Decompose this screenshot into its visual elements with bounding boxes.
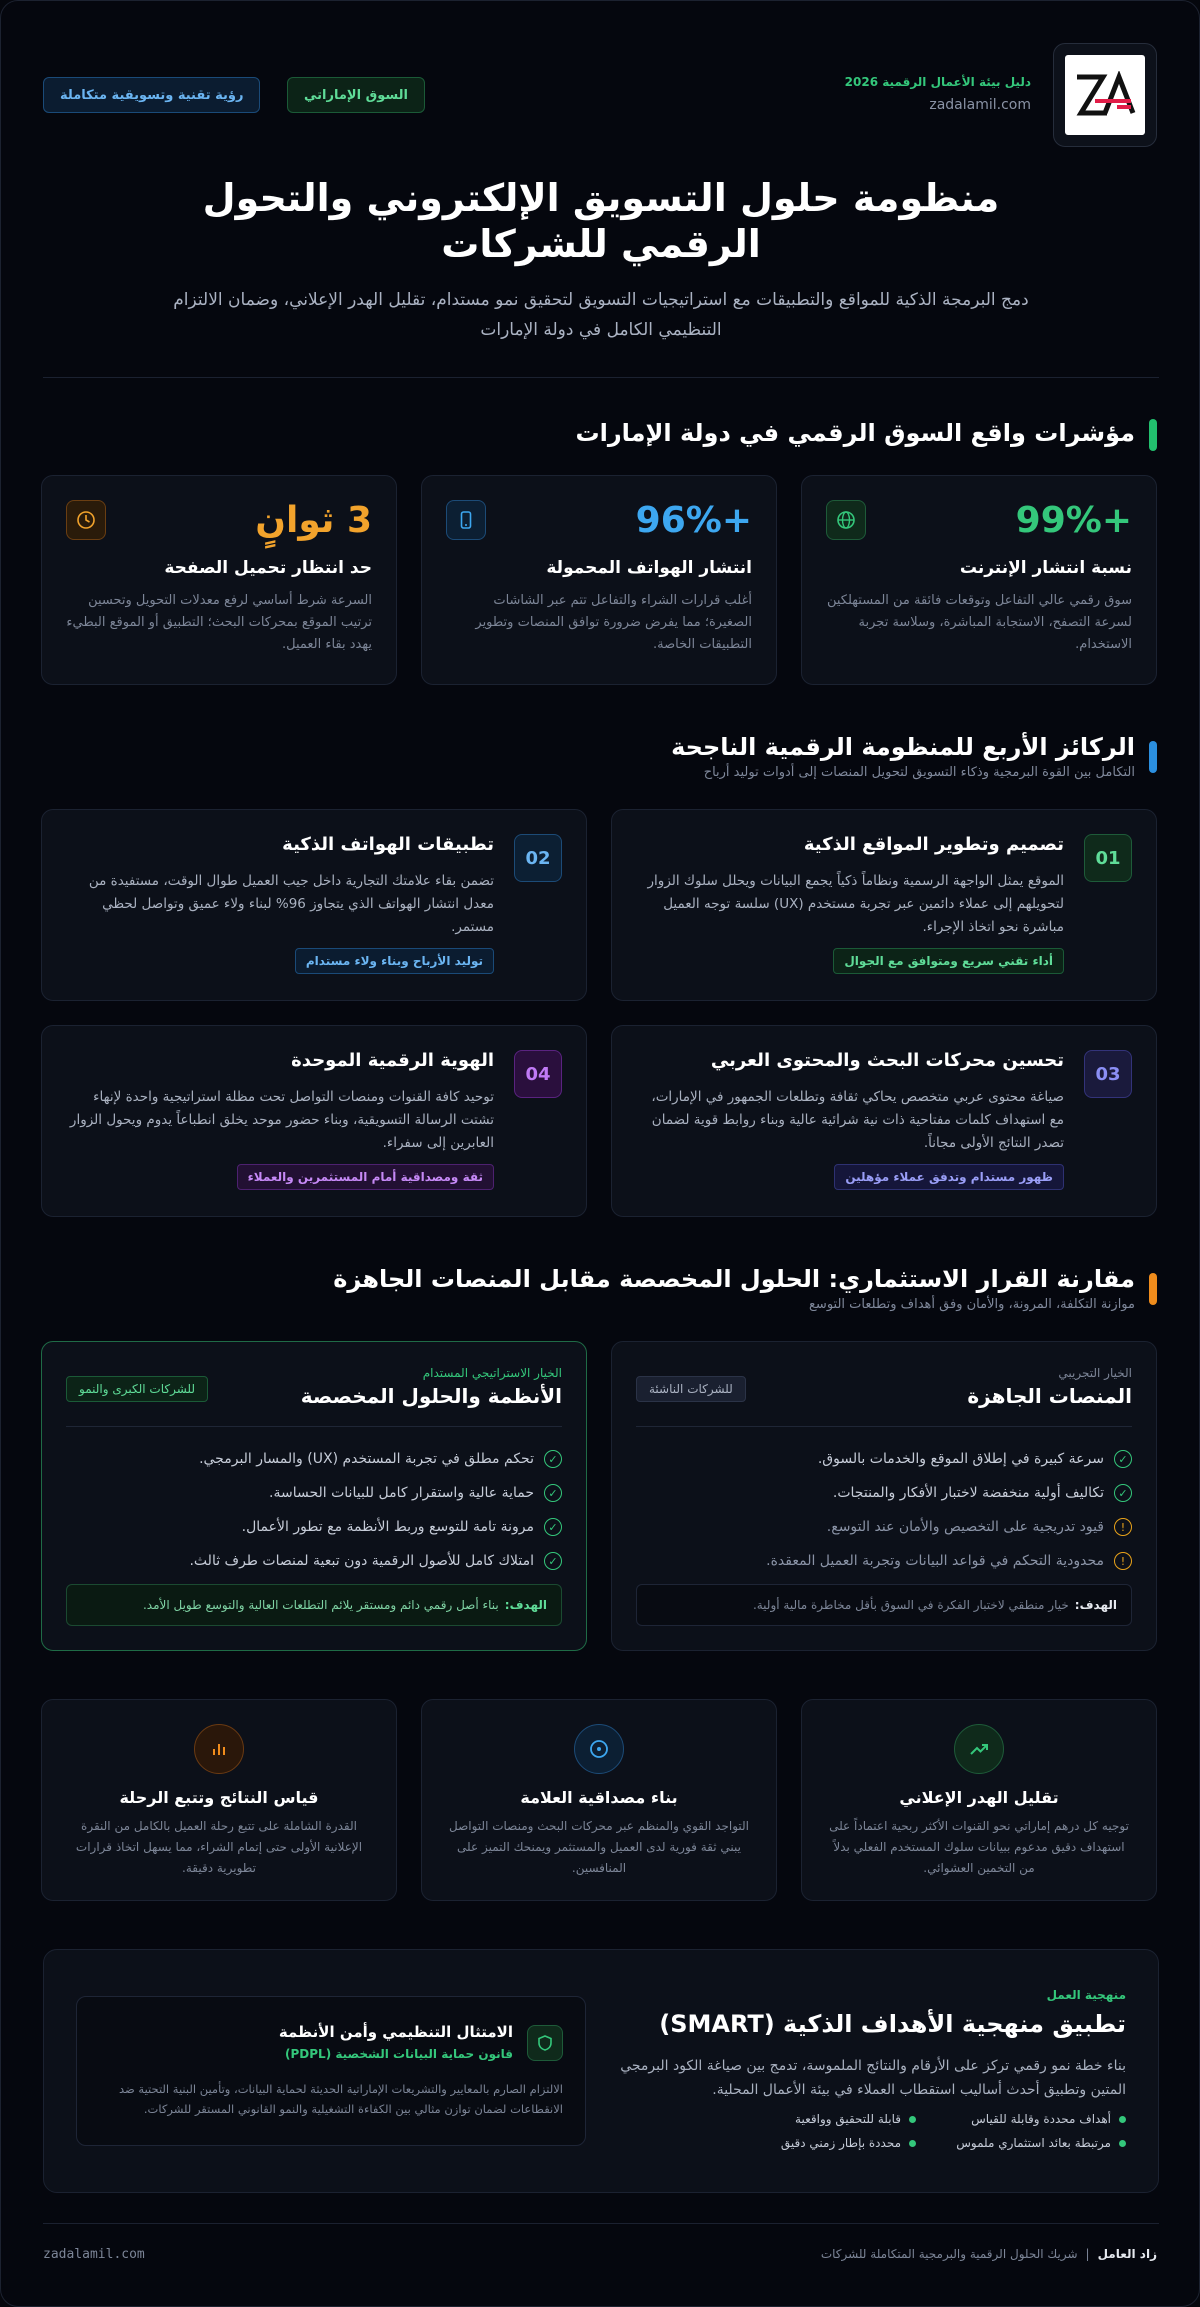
feature-list xyxy=(66,1442,562,1578)
benefit-title: تقليل الهدر الإعلاني xyxy=(899,1788,1059,1807)
smart-point: أهداف محددة وقابلة للقياس xyxy=(916,2112,1126,2126)
card-kicker: الخيار الاستراتيجي المستدام xyxy=(422,1366,562,1380)
smart-kicker: منهجية العمل xyxy=(1046,1988,1126,2002)
card-title: الأنظمة والحلول المخصصة xyxy=(300,1384,562,1408)
pillar-desc: الموقع يمثل الواجهة الرسمية ونظاماً ذكياً يجمع البيانات ويحلل سلوك الزوار لتحويلهم إلى عملاء دائمين عبر تجربة مستخدم (UX) سلسة توجه العميل مباشرة نحو اتخاذ الإجراء. xyxy=(647,873,1064,935)
list-item: ✓ امتلاك كامل للأصول الرقمية دون تبعية لمنصات طرف ثالث. xyxy=(66,1544,562,1578)
pillars-title: الركائز الأربع للمنظومة الرقمية الناجحة xyxy=(671,733,1135,761)
benefit-card xyxy=(421,1699,777,1901)
stat-value: +99% xyxy=(1015,500,1132,541)
check-icon: ✓ xyxy=(544,1518,562,1536)
list-item: ✓ تكاليف أولية منخفضة لاختبار الأفكار والمنتجات. xyxy=(636,1476,1132,1510)
audience-badge: للشركات الناشئة xyxy=(636,1376,746,1402)
benefit-title: بناء مصداقية العلامة xyxy=(520,1788,678,1807)
goal-box: الهدف: بناء أصل رقمي دائم ومستقر يلائم التطلعات العالية والتوسع طويل الأمد. xyxy=(66,1584,562,1626)
smart-point: مرتبطة بعائد استثماري ملموس xyxy=(916,2136,1126,2150)
list-item: ! محدودية التحكم في قواعد البيانات وتجربة العميل المعقدة. xyxy=(636,1544,1132,1578)
stat-title: حد انتظار تحميل الصفحة xyxy=(164,558,372,578)
pillar-tag: توليد الأرباح وبناء ولاء مستدام xyxy=(295,948,494,974)
pillar-number: 03 xyxy=(1084,1050,1132,1098)
list-item: ✓ سرعة كبيرة في إطلاق الموقع والخدمات بالسوق. xyxy=(636,1442,1132,1476)
list-item: ✓ حماية عالية واستقرار كامل للبيانات الحساسة. xyxy=(66,1476,562,1510)
stat-card xyxy=(41,475,397,685)
warning-icon: ! xyxy=(1114,1552,1132,1570)
bullet-dot-icon xyxy=(1119,2116,1126,2123)
footer-brand xyxy=(821,2247,1157,2261)
pillar-card xyxy=(41,809,587,1001)
trend-up-icon xyxy=(954,1724,1004,1774)
compliance-title: الامتثال التنظيمي وأمن الأنظمة xyxy=(278,2023,513,2041)
check-icon: ✓ xyxy=(544,1484,562,1502)
phone-icon xyxy=(446,500,486,540)
pillar-tag: ظهور مستدام وتدفق عملاء مؤهلين xyxy=(834,1164,1064,1190)
footer-url[interactable]: zadalamil.com xyxy=(43,2247,145,2262)
stat-title: نسبة انتشار الإنترنت xyxy=(959,558,1132,578)
ready-platforms-card xyxy=(611,1341,1157,1651)
feature-list xyxy=(636,1442,1132,1578)
pillar-title: الهوية الرقمية الموحدة xyxy=(291,1050,494,1071)
list-item: ! قيود تدريجية على التخصيص والأمان عند التوسع. xyxy=(636,1510,1132,1544)
page-title: منظومة حلول التسويق الإلكتروني والتحول الرقمي للشركات xyxy=(202,176,1000,266)
pillar-title: تطبيقات الهواتف الذكية xyxy=(282,834,494,855)
comparison-title: مقارنة القرار الاستثماري: الحلول المخصصة مقابل المنصات الجاهزة xyxy=(333,1265,1135,1293)
bar-chart-icon xyxy=(194,1724,244,1774)
section-accent-bar xyxy=(1149,741,1157,773)
audience-badge: للشركات الكبرى والنمو xyxy=(66,1376,208,1402)
compliance-card xyxy=(76,1996,586,2146)
bullet-dot-icon xyxy=(1119,2140,1126,2147)
divider xyxy=(43,377,1159,378)
divider xyxy=(66,1426,562,1427)
market-pill: السوق الإماراتي xyxy=(287,77,425,113)
page-subtitle: دمج البرمجة الذكية للمواقع والتطبيقات مع استراتيجيات التسويق لتحقيق نمو مستدام، تقليل الهدر الإعلاني، وضمان الالتزام التنظيمي الكامل في دولة الإمارات xyxy=(173,290,1029,340)
pillars-subtitle: التكامل بين القوة البرمجية وذكاء التسويق لتحويل المنصات إلى أدوات توليد أرباح xyxy=(703,765,1135,780)
globe-icon xyxy=(826,500,866,540)
footer-brand-name: زاد العامل xyxy=(1097,2247,1157,2261)
list-item: ✓ مرونة تامة للتوسع وربط الأنظمة مع تطور الأعمال. xyxy=(66,1510,562,1544)
brand-tag: دليل بيئة الأعمال الرقمية 2026 xyxy=(844,75,1031,89)
logo-mark xyxy=(1065,55,1145,135)
benefit-card xyxy=(41,1699,397,1901)
section-accent-bar xyxy=(1149,419,1157,451)
benefit-desc: القدرة الشاملة على تتبع رحلة العميل بالكامل من النقرة الإعلانية الأولى حتى إتمام الشراء، مما يسهل اتخاذ قرارات تطويرية دقيقة. xyxy=(75,1819,363,1875)
footer-separator: | xyxy=(1085,2247,1090,2261)
benefit-desc: التواجد القوي والمنظم عبر محركات البحث ومنصات التواصل يبني ثقة فورية لدى العميل والمستثمر ويمنحك التميز على المنافسين. xyxy=(448,1819,750,1875)
pillar-card xyxy=(41,1025,587,1217)
smart-title: تطبيق منهجية الأهداف الذكية (SMART) xyxy=(659,2010,1126,2038)
smart-point: محددة بإطار زمني دقيق xyxy=(706,2136,916,2150)
clock-icon xyxy=(66,500,106,540)
goal-box: الهدف: خيار منطقي لاختبار الفكرة في السوق بأقل مخاطرة مالية أولية. xyxy=(636,1584,1132,1626)
check-icon: ✓ xyxy=(1114,1484,1132,1502)
stat-value: +96% xyxy=(635,500,752,541)
logo[interactable] xyxy=(1053,43,1157,147)
pillar-tag: أداء تقني سريع ومتوافق مع الجوال xyxy=(833,948,1064,974)
stat-value: 3 ثوانٍ xyxy=(255,500,372,541)
check-icon: ✓ xyxy=(1114,1450,1132,1468)
target-icon xyxy=(574,1724,624,1774)
pillar-card xyxy=(611,809,1157,1001)
benefit-card xyxy=(801,1699,1157,1901)
list-item: ✓ تحكم مطلق في تجربة المستخدم (UX) والمسار البرمجي. xyxy=(66,1442,562,1476)
pillar-number: 04 xyxy=(514,1050,562,1098)
pillar-desc: صياغة محتوى عربي متخصص يحاكي ثقافة وتطلعات الجمهور في الإمارات، مع استهداف كلمات مفتاحية ذات نية شرائية عالية وبناء روابط قوية لضمان تصدر النتائج الأولى مجاناً. xyxy=(651,1089,1064,1151)
divider xyxy=(636,1426,1132,1427)
stat-desc: السرعة شرط أساسي لرفع معدلات التحويل وتحسين ترتيب الموقع بمحركات البحث؛ التطبيق أو الموقع البطيء يهدد بقاء العميل. xyxy=(66,593,372,652)
benefit-title: قياس النتائج وتتبع الرحلة xyxy=(119,1788,319,1807)
indicators-title: مؤشرات واقع السوق الرقمي في دولة الإمارات xyxy=(575,419,1135,447)
divider xyxy=(43,2223,1159,2224)
stat-desc: سوق رقمي عالي التفاعل وتوقعات فائقة من المستهلكين لسرعة التصفح، الاستجابة المباشرة، وسلاسة تجربة الاستخدام. xyxy=(826,593,1132,652)
brand-url[interactable]: zadalamil.com xyxy=(929,97,1031,113)
pillar-desc: توحيد كافة القنوات ومنصات التواصل تحت مظلة استراتيجية واحدة لإنهاء تشتت الرسالة التسويقية، وبناء حضور موحد يخلق انطباعاً يدوم ويحول الزوار العابرين إلى سفراء. xyxy=(69,1089,494,1151)
check-icon: ✓ xyxy=(544,1552,562,1570)
pillar-title: تحسين محركات البحث والمحتوى العربي xyxy=(710,1050,1064,1071)
stat-card xyxy=(421,475,777,685)
pillar-title: تصميم وتطوير المواقع الذكية xyxy=(803,834,1064,855)
pillar-desc: تضمن بقاء علامتك التجارية داخل جيب العميل طوال الوقت، مستفيدة من معدل انتشار الهواتف الذي يتجاوز 96% لبناء ولاء عميق وتواصل لحظي مستمر. xyxy=(88,873,494,935)
check-icon: ✓ xyxy=(544,1450,562,1468)
pillar-tag: ثقة ومصداقية أمام المستثمرين والعملاء xyxy=(237,1164,494,1190)
bullet-dot-icon xyxy=(909,2116,916,2123)
smart-points xyxy=(706,2112,1126,2150)
benefit-desc: توجيه كل درهم إماراتي نحو القنوات الأكثر ربحية اعتماداً على استهداف دقيق مدعوم ببيانات سلوك المستخدم الفعلي بدلاً من التخمين العشوائي. xyxy=(829,1819,1129,1875)
bullet-dot-icon xyxy=(909,2140,916,2147)
stat-card xyxy=(801,475,1157,685)
footer-tagline: شريك الحلول الرقمية والبرمجية المتكاملة للشركات xyxy=(820,2247,1078,2261)
shield-icon xyxy=(527,2025,563,2061)
smart-point: قابلة للتحقيق وواقعية xyxy=(706,2112,916,2126)
stat-title: انتشار الهواتف المحمولة xyxy=(546,558,752,578)
card-title: المنصات الجاهزة xyxy=(967,1384,1132,1408)
za-logo-icon xyxy=(1073,71,1137,119)
card-kicker: الخيار التجريبي xyxy=(1058,1366,1132,1380)
pillar-number: 02 xyxy=(514,834,562,882)
custom-systems-card xyxy=(41,1341,587,1651)
section-accent-bar xyxy=(1149,1273,1157,1305)
warning-icon: ! xyxy=(1114,1518,1132,1536)
comparison-subtitle: موازنة التكلفة، المرونة، والأمان وفق أهداف وتطلعات التوسع xyxy=(809,1297,1135,1312)
smart-desc: بناء خطة نمو رقمي تركز على الأرقام والنتائج الملموسة، تدمج بين صياغة الكود البرمجي المتين وتطبيق أحدث أساليب استقطاب العملاء في بيئة الأعمال المحلية. xyxy=(620,2058,1126,2098)
vision-pill: رؤية تقنية وتسويقية متكاملة xyxy=(43,77,260,113)
compliance-desc: الالتزام الصارم بالمعايير والتشريعات الإماراتية الحديثة لحماية البيانات، وتأمين البنية التحتية ضد الانقطاعات لضمان توازن مثالي بين الكفاءة التشغيلية والنمو القانوني المستقر للشركات. xyxy=(118,2082,563,2116)
stat-desc: أغلب قرارات الشراء والتفاعل تتم عبر الشاشات الصغيرة؛ مما يفرض ضرورة توافق المنصات وتطوير التطبيقات الخاصة. xyxy=(475,593,752,652)
pillar-card xyxy=(611,1025,1157,1217)
compliance-subtitle: قانون حماية البيانات الشخصية (PDPL) xyxy=(285,2047,513,2061)
smart-section xyxy=(43,1949,1159,2193)
pillar-number: 01 xyxy=(1084,834,1132,882)
